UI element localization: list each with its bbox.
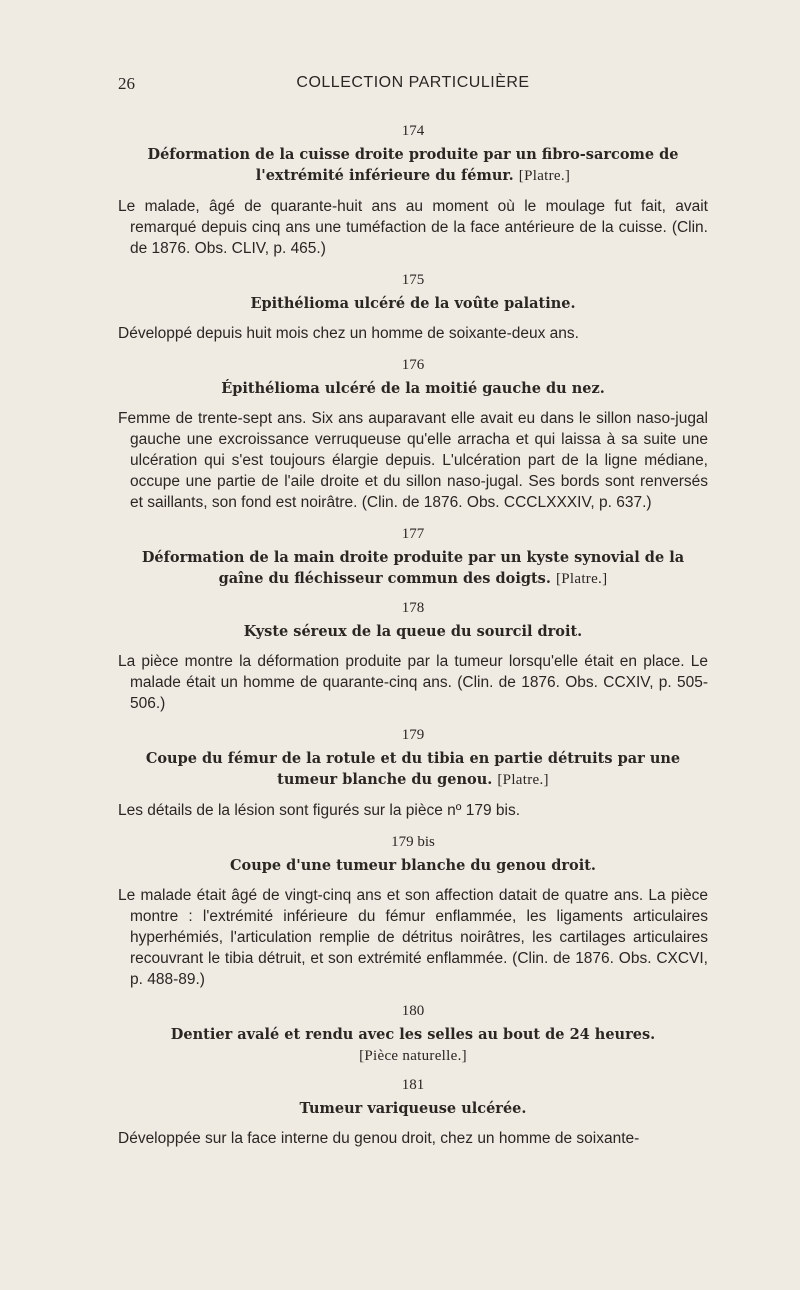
page-header [118, 74, 708, 98]
entry-181 [118, 1076, 708, 1149]
entry-title: Coupe d'une tumeur blanche du genou droit. [230, 857, 596, 874]
entry-note: [Platre.] [497, 772, 549, 788]
entry-text: Le malade était âgé de vingt-cinq ans et son affection datait de quatre ans. La pièce montre : l'extrémité inférieure du fémur enflammée, les ligaments articulaires hyperhémiés, l'articulation remplie de détritus noirâtres, les cartilages articulaires recouvrant le tibia détruit, et son extrémité enflammée. (Clin. de 1876. Obs. CXCVI, p. 488-89.) [118, 887, 708, 988]
entry-text: Femme de trente-sept ans. Six ans auparavant elle avait eu dans le sillon naso-jugal gauche une excroissance verruqueuse qu'elle arracha et qui laissa à sa suite une ulcération qui s'est toujours élargie depuis. L'ulcération part de la ligne médiane, occupe une partie de l'aile droite et du sillon naso-jugal. Ses bords sont renversés et saillants, son fond est noirâtre. (Clin. de 1876. Obs. CCCLXXXIV, p. 637.) [118, 410, 708, 511]
entry-note: [Pièce naturelle.] [359, 1048, 467, 1064]
entry-title: Tumeur variqueuse ulcérée. [299, 1100, 527, 1117]
entry-text: Le malade, âgé de quarante-huit ans au moment où le moulage fut fait, avait remarqué depuis cinq ans une tuméfaction de la face antérieure de la cuisse. (Clin. de 1876. Obs. CLIV, p. 465.) [118, 198, 708, 257]
entry-number: 176 [401, 357, 425, 373]
entry-title [118, 547, 708, 590]
entry-text: Les détails de la lésion sont figurés sur la pièce nº 179 bis. [118, 802, 521, 819]
entry-179-bis [118, 833, 708, 990]
entry-title [118, 748, 708, 791]
entry-text: La pièce montre la déformation produite par la tumeur lorsqu'elle était en place. Le malade était un homme de quarante-cinq ans. (Clin. de 1876. Obs. CCXIV, p. 505-506.) [118, 653, 708, 712]
entry-number: 175 [401, 272, 425, 288]
entry-number: 179 [401, 727, 425, 743]
entry-177 [118, 525, 708, 590]
entry-176 [118, 356, 708, 513]
entry-title [118, 1024, 708, 1067]
entry-number: 174 [401, 123, 425, 139]
entry-179 [118, 726, 708, 821]
entry-number: 180 [401, 1003, 425, 1019]
entry-178 [118, 599, 708, 714]
entry-note: [Platre.] [555, 571, 608, 587]
entry-174 [118, 122, 708, 259]
entry-number: 179 bis [391, 834, 435, 850]
entry-note: [Platre.] [518, 168, 571, 184]
entry-number: 177 [401, 526, 425, 542]
entry-title: Kyste séreux de la queue du sourcil droit. [243, 623, 583, 640]
entry-number: 178 [401, 600, 425, 616]
entry-text: Développé depuis huit mois chez un homme de soixante-deux ans. [118, 325, 579, 342]
entry-title: Épithélioma ulcéré de la moitié gauche du nez. [221, 380, 605, 397]
entry-title-text: Déformation de la cuisse droite produite par un fibro-sarcome de l'extrémité inférieure du fémur. [147, 146, 679, 184]
entry-180 [118, 1002, 708, 1067]
entry-title-text: Coupe du fémur de la rotule et du tibia en partie détruits par une tumeur blanche du genou. [145, 750, 681, 788]
entry-title [118, 144, 708, 187]
entry-text: Développée sur la face interne du genou droit, chez un homme de soixante- [118, 1130, 640, 1147]
running-title: COLLECTION PARTICULIÈRE [296, 74, 530, 91]
page-number: 26 [118, 74, 135, 93]
page-body [118, 122, 708, 1161]
entry-title: Epithélioma ulcéré de la voûte palatine. [250, 295, 576, 312]
entry-title-text: Déformation de la main droite produite par un kyste synovial de la gaîne du fléchisseur commun des doigts. [141, 549, 685, 587]
entry-number: 181 [401, 1077, 425, 1093]
entry-title-text: Dentier avalé et rendu avec les selles au bout de 24 heures. [170, 1026, 656, 1043]
entry-175 [118, 271, 708, 344]
